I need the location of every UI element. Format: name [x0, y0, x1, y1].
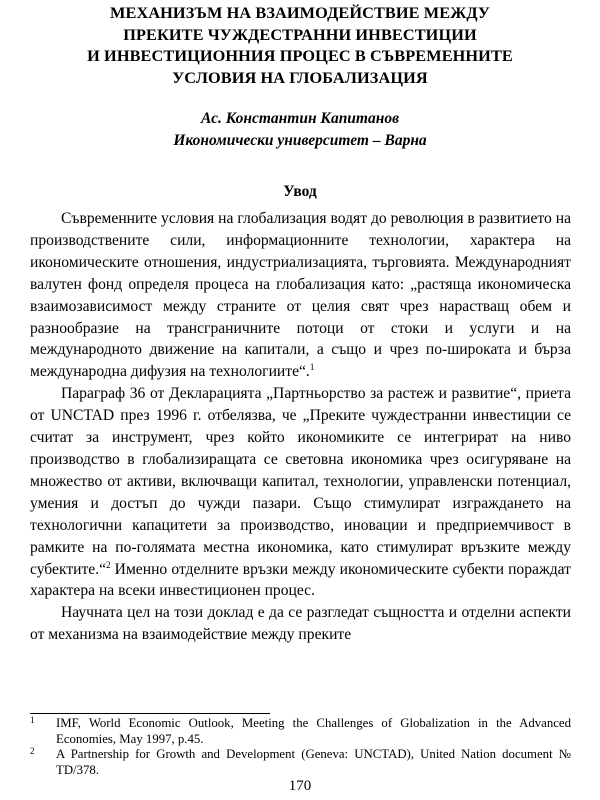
- body-text: [30, 208, 571, 646]
- paragraph-text: Научната цел на този доклад е да се разгледат същността и отделни аспекти от механизма на взаимодействие между преките: [30, 604, 571, 644]
- page-number: 170: [288, 778, 312, 794]
- author-block: [30, 108, 570, 152]
- footnote-number: 2: [30, 746, 35, 756]
- title-line: МЕХАНИЗЪМ НА ВЗАИМОДЕЙСТВИЕ МЕЖДУ: [110, 3, 490, 22]
- footnote-number: 1: [30, 715, 35, 725]
- paragraph: [30, 208, 571, 383]
- title-line: И ИНВЕСТИЦИОННИЯ ПРОЦЕС В СЪВРЕМЕННИТЕ: [87, 46, 513, 65]
- footnote-text: A Partnership for Growth and Development (Geneva: UNCTAD), United Nation document № TD/378.: [56, 747, 571, 777]
- paragraph-text: Параграф 36 от Декларацията „Партньорство за растеж и развитие“, приета от UNCTAD през 1996 г. отбелязва, че „Преките чуждестранни инвестиции се считат за инструмент, чрез който икономиките се интегрират на ниво производство в глобализиращата се световна икономика чрез осигуряване на множество от активи, включващи капитал, технологии, управленски потенциал, умения и достъп до чужди пазари. Също стимулират изграждането на технологични капацитети за производство, иновации и предприемчивост в рамките на по-голямата местна икономика, като стимулират връзките между субектите.“: [30, 385, 571, 578]
- footnote-separator: [30, 713, 270, 714]
- section-heading: Увод: [283, 183, 317, 200]
- paper-title: [30, 2, 570, 88]
- title-line: ПРЕКИТЕ ЧУЖДЕСТРАННИ ИНВЕСТИЦИИ: [123, 24, 477, 44]
- paragraph: [30, 602, 571, 646]
- footnote-text: IMF, World Economic Outlook, Meeting the Challenges of Globalization in the Advanced Economies, May 1997, p.45.: [56, 716, 571, 746]
- footnote: [30, 747, 571, 778]
- footnote-ref[interactable]: 1: [309, 362, 315, 373]
- author-name: Ас. Константин Капитанов: [200, 110, 400, 127]
- footnote-ref[interactable]: 2: [106, 559, 111, 570]
- author-affiliation: Икономически университет – Варна: [173, 132, 427, 149]
- title-line: УСЛОВИЯ НА ГЛОБАЛИЗАЦИЯ: [172, 67, 428, 87]
- footnotes: [30, 716, 571, 778]
- paragraph-continuation: Именно отделните връзки между икономическите субекти пораждат характера на всеки инвестиционен процес.: [30, 560, 571, 600]
- paragraph: [30, 383, 571, 602]
- footnote: [30, 716, 571, 747]
- paragraph-text: Съвременните условия на глобализация водят до революция в развитието на производствените сили, информационните технологии, характера на икономическите отношения, индустриализацията, търговията. Международният валутен фонд определя процеса на глобализация като: „растяща икономическа взаимозависимост между страните от целия свят чрез нарастващ обем и разнообразие на трансграничните потоци от стоки и услуги и на международното движение на капитали, а също и чрез по-широката и бърза международна дифузия на технологиите“.: [30, 210, 571, 381]
